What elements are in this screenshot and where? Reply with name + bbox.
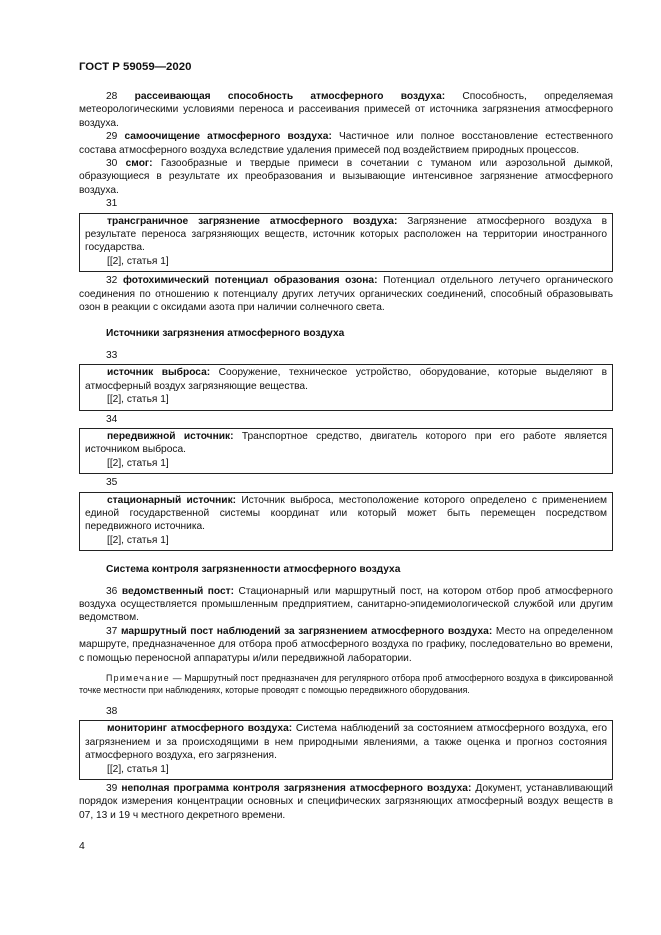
term-30 [79,157,613,197]
term-reference: [[2], статья 1] [107,763,169,775]
term-number-38: 38 [106,706,118,718]
term-box-34 [79,428,613,474]
term-number: 30 [106,158,118,170]
section-heading-sources: Источники загрязнения атмосферного воздуха [106,327,345,339]
term-box-31 [79,213,613,273]
section-heading-control: Система контроля загрязненности атмосферного воздуха [106,564,401,576]
term-definition: Система наблюдений за состоянием атмосферного воздуха, его загрязнением и за происходящими в нем природными явлениями, а также оценка и прогноз состояния атмосферного воздуха, его загрязнения. [85,723,607,762]
term-36 [79,585,613,625]
term-definition: Газообразные и твердые примеси в сочетании с туманом или аэрозольной дымкой, образующиеся в результате их преобразования и вызывающие интенсивное загрязнение атмосферного воздуха. [79,158,613,196]
note [79,672,613,696]
term-definition: Транспортное средство, двигатель которого при его работе является источником выброса. [85,430,607,456]
term-title: фотохимический потенциал образования озона: [122,275,378,287]
term-reference: [[2], статья 1] [107,457,169,469]
term-definition: Документ, устанавливающий порядок измерения концентрации основных и специфических загрязняющих атмосферный воздух веществ в 07, 13 и 19 ч местного декретного времени. [79,783,613,821]
term-number-31: 31 [106,198,118,210]
term-definition: Источник выброса, местоположение которого определено с применением единой государственной системы координат или который может быть перемещен посредством передвижного источника. [85,494,608,533]
term-32 [79,274,613,314]
term-box-35 [79,492,613,552]
term-number: 28 [106,91,118,102]
term-38 [85,722,607,762]
document-header: ГОСТ Р 59059—2020 [79,61,192,73]
term-number: 37 [106,625,118,637]
term-definition: Способность, определяемая метеорологическими условиями переноса и рассеивания примесей от источника загрязнения атмосферного воздуха. [79,91,613,129]
term-number: 29 [106,131,118,143]
term-title: стационарный источник: [107,494,237,506]
term-title: трансграничное загрязнение атмосферного воздуха: [107,215,398,227]
term-39 [79,782,613,822]
term-definition: Потенциал отдельного летучего органического соединения по отношению к потенциалу других летучих органических соединений, способный образовывать озон в реакции с оксидами азота при наличии солнечного света. [79,275,613,314]
term-reference: [[2], статья 1] [107,534,169,546]
term-definition: Сооружение, техническое устройство, оборудование, которые выделяют в атмосферный воздух загрязняющие вещества. [85,367,607,392]
term-33 [85,366,607,393]
term-title: маршрутный пост наблюдений за загрязнением атмосферного воздуха: [120,625,493,637]
term-37 [79,625,613,665]
term-title: смог: [125,158,153,170]
term-number: 39 [106,783,118,795]
term-number-34: 34 [106,413,118,425]
term-title: самоочищение атмосферного воздуха: [124,131,332,143]
term-reference: [[2], статья 1] [107,255,169,267]
note-dash: — [169,673,185,684]
term-title: ведомственный пост: [121,585,235,597]
term-title: рассеивающая способность атмосферного воздуха: [134,91,446,102]
term-34 [85,430,607,457]
term-reference: [[2], статья 1] [107,394,169,406]
note-text: Маршрутный пост предназначен для регулярного отбора проб атмосферного воздуха в фиксированной точке местности при наблюдениях, которые проводят с помощью передвижного оборудования. [79,673,614,696]
term-definition: Частичное или полное восстановление естественного состава атмосферного воздуха вследствие удаления примесей под воздействием природных процессов. [79,131,613,156]
term-31 [85,215,607,255]
term-definition: Место на определенном маршруте, предназначенное для отбора проб атмосферного воздуха по графику, последовательно во времени, с помощью переносной аппаратуры и/или передвижной лаборатории. [79,625,613,664]
term-box-33 [79,364,613,410]
term-title: мониторинг атмосферного воздуха: [107,723,293,735]
term-title: источник выброса: [107,367,211,379]
term-box-38 [79,720,613,780]
term-number-35: 35 [106,477,118,489]
term-35 [85,494,607,534]
note-label: Примечание [106,673,170,684]
document-body [79,90,613,822]
term-title: передвижной источник: [107,430,234,442]
term-definition: Стационарный или маршрутный пост, на котором отбор проб атмосферного воздуха осуществляется промышленным предприятием, санитарно-эпидемиологической службой или другим ведомством. [79,585,613,624]
term-29 [79,130,613,157]
page-number: 4 [79,841,85,852]
term-number: 36 [106,585,118,597]
term-number: 32 [106,275,118,287]
term-28 [79,90,613,130]
term-number-33: 33 [106,349,118,361]
term-title: неполная программа контроля загрязнения атмосферного воздуха: [121,783,472,795]
term-definition: Загрязнение атмосферного воздуха в результате переноса загрязняющих веществ, источник которых расположен на территории иностранного государства. [85,215,607,254]
